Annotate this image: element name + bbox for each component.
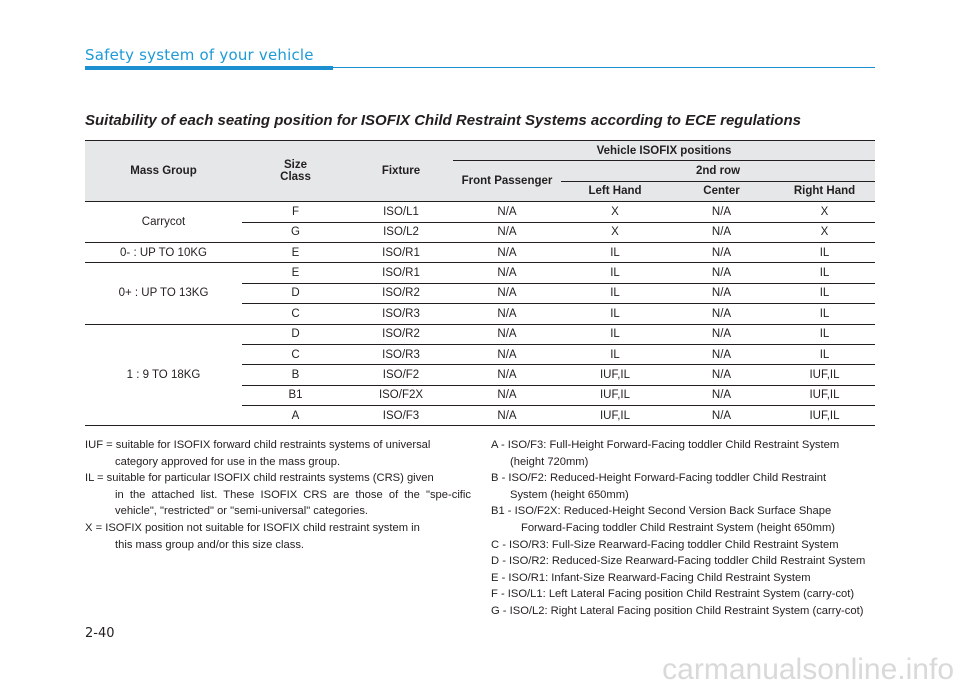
fixture-cell: ISO/L2 bbox=[349, 222, 453, 242]
left-hand-cell: X bbox=[561, 202, 669, 222]
center-cell: N/A bbox=[669, 222, 774, 242]
fixture-cell: ISO/R1 bbox=[349, 263, 453, 283]
note-iuf bbox=[85, 437, 471, 470]
right-hand-cell: IUF,IL bbox=[774, 406, 875, 426]
header-left-hand: Left Hand bbox=[561, 181, 669, 201]
section-title: Safety system of your vehicle bbox=[85, 46, 314, 64]
size-class-cell: D bbox=[242, 324, 349, 344]
front-passenger-cell: N/A bbox=[453, 222, 561, 242]
note-il-first: IL = suitable for particular ISOFIX child restraints systems (CRS) given bbox=[85, 472, 434, 485]
right-hand-cell: IL bbox=[774, 283, 875, 303]
header-rule bbox=[333, 67, 875, 68]
right-hand-cell: IL bbox=[774, 304, 875, 324]
left-hand-cell: X bbox=[561, 222, 669, 242]
front-passenger-cell: N/A bbox=[453, 202, 561, 222]
size-class-cell: E bbox=[242, 242, 349, 262]
size-class-cell: G bbox=[242, 222, 349, 242]
size-class-cell: B bbox=[242, 365, 349, 385]
fixture-cell: ISO/F3 bbox=[349, 406, 453, 426]
right-hand-cell: X bbox=[774, 222, 875, 242]
front-passenger-cell: N/A bbox=[453, 263, 561, 283]
note-class-g: G - ISO/L2: Right Lateral Facing position Child Restraint System (carry-cot) bbox=[491, 604, 864, 617]
note-class-b bbox=[491, 470, 876, 503]
left-hand-cell: IL bbox=[561, 242, 669, 262]
header-second-row: 2nd row bbox=[561, 161, 875, 181]
legend-notes bbox=[85, 437, 471, 553]
center-cell: N/A bbox=[669, 365, 774, 385]
header-accent-bar bbox=[85, 66, 333, 70]
watermark: carmanualsonline.info bbox=[662, 653, 954, 686]
center-cell: N/A bbox=[669, 263, 774, 283]
center-cell: N/A bbox=[669, 324, 774, 344]
size-class-cell: F bbox=[242, 202, 349, 222]
size-class-cell: E bbox=[242, 263, 349, 283]
fixture-cell: ISO/R3 bbox=[349, 344, 453, 364]
size-class-cell: D bbox=[242, 283, 349, 303]
mass-group-cell: 0- : UP TO 10KG bbox=[85, 242, 242, 262]
front-passenger-cell: N/A bbox=[453, 406, 561, 426]
fixture-cell: ISO/R3 bbox=[349, 304, 453, 324]
right-hand-cell: IL bbox=[774, 263, 875, 283]
front-passenger-cell: N/A bbox=[453, 344, 561, 364]
fixture-cell: ISO/F2 bbox=[349, 365, 453, 385]
note-class-a-first: A - ISO/F3: Full-Height Forward-Facing toddler Child Restraint System bbox=[491, 439, 840, 451]
header-size-class-line2: Class bbox=[280, 171, 311, 184]
center-cell: N/A bbox=[669, 385, 774, 405]
note-class-f: F - ISO/L1: Left Lateral Facing position Child Restraint System (carry-cot) bbox=[491, 588, 855, 601]
note-x-first: X = ISOFIX position not suitable for ISOFIX child restraint system in bbox=[85, 521, 420, 534]
header-mass-group: Mass Group bbox=[85, 141, 242, 202]
header-front-passenger: Front Passenger bbox=[453, 161, 561, 202]
left-hand-cell: IL bbox=[561, 263, 669, 283]
center-cell: N/A bbox=[669, 283, 774, 303]
size-class-notes bbox=[491, 437, 876, 620]
note-class-a-rest: (height 720mm) bbox=[510, 455, 589, 468]
note-il bbox=[85, 470, 471, 520]
header-fixture: Fixture bbox=[349, 141, 453, 202]
mass-group-cell: 1 : 9 TO 18KG bbox=[85, 324, 242, 426]
mass-group-cell: 0+ : UP TO 13KG bbox=[85, 263, 242, 324]
left-hand-cell: IL bbox=[561, 283, 669, 303]
front-passenger-cell: N/A bbox=[453, 304, 561, 324]
table-row bbox=[85, 202, 875, 222]
note-il-rest: in the attached list. These ISOFIX CRS are those of the "spe-cific vehicle", "restricted" or "semi-universal" categories. bbox=[115, 488, 471, 518]
fixture-cell: ISO/R1 bbox=[349, 242, 453, 262]
note-class-c: C - ISO/R3: Full-Size Rearward-Facing toddler Child Restraint System bbox=[491, 538, 839, 551]
note-x-rest: this mass group and/or this size class. bbox=[115, 538, 305, 551]
front-passenger-cell: N/A bbox=[453, 385, 561, 405]
fixture-cell: ISO/R2 bbox=[349, 283, 453, 303]
fixture-cell: ISO/L1 bbox=[349, 202, 453, 222]
mass-group-cell: Carrycot bbox=[85, 202, 242, 243]
right-hand-cell: X bbox=[774, 202, 875, 222]
note-x bbox=[85, 520, 471, 553]
note-class-b-first: B - ISO/F2: Reduced-Height Forward-Facing toddler Child Restraint bbox=[491, 472, 827, 485]
header-size-class bbox=[242, 141, 349, 202]
note-class-a bbox=[491, 437, 876, 470]
size-class-cell: B1 bbox=[242, 385, 349, 405]
table-row bbox=[85, 324, 875, 344]
note-iuf-rest: category approved for use in the mass group. bbox=[115, 455, 341, 468]
right-hand-cell: IL bbox=[774, 344, 875, 364]
center-cell: N/A bbox=[669, 304, 774, 324]
header-size-class-line1: Size bbox=[283, 159, 307, 172]
left-hand-cell: IL bbox=[561, 344, 669, 364]
right-hand-cell: IUF,IL bbox=[774, 385, 875, 405]
note-class-b-rest: System (height 650mm) bbox=[510, 488, 629, 501]
right-hand-cell: IUF,IL bbox=[774, 365, 875, 385]
header-center: Center bbox=[669, 181, 774, 201]
note-class-b1-first: B1 - ISO/F2X: Reduced-Height Second Version Back Surface Shape bbox=[491, 505, 832, 518]
right-hand-cell: IL bbox=[774, 242, 875, 262]
center-cell: N/A bbox=[669, 242, 774, 262]
table-row bbox=[85, 263, 875, 283]
note-class-e: E - ISO/R1: Infant-Size Rearward-Facing Child Restraint System bbox=[491, 571, 811, 584]
size-class-cell: C bbox=[242, 344, 349, 364]
isofix-suitability-table bbox=[85, 140, 875, 426]
page-title: Suitability of each seating position for ISOFIX Child Restraint Systems according to ECE regulations bbox=[85, 112, 801, 129]
note-class-d: D - ISO/R2: Reduced-Size Rearward-Facing toddler Child Restraint System bbox=[491, 555, 866, 568]
size-class-cell: C bbox=[242, 304, 349, 324]
note-class-b1-rest: Forward-Facing toddler Child Restraint System (height 650mm) bbox=[521, 521, 835, 534]
header-vehicle-positions: Vehicle ISOFIX positions bbox=[453, 141, 875, 161]
left-hand-cell: IUF,IL bbox=[561, 365, 669, 385]
page-number: 2-40 bbox=[85, 626, 115, 641]
fixture-cell: ISO/R2 bbox=[349, 324, 453, 344]
header-right-hand: Right Hand bbox=[774, 181, 875, 201]
front-passenger-cell: N/A bbox=[453, 242, 561, 262]
front-passenger-cell: N/A bbox=[453, 324, 561, 344]
center-cell: N/A bbox=[669, 406, 774, 426]
left-hand-cell: IUF,IL bbox=[561, 385, 669, 405]
center-cell: N/A bbox=[669, 344, 774, 364]
table-row bbox=[85, 242, 875, 262]
fixture-cell: ISO/F2X bbox=[349, 385, 453, 405]
note-iuf-first: IUF = suitable for ISOFIX forward child restraints systems of universal bbox=[85, 439, 431, 451]
center-cell: N/A bbox=[669, 202, 774, 222]
front-passenger-cell: N/A bbox=[453, 283, 561, 303]
left-hand-cell: IUF,IL bbox=[561, 406, 669, 426]
note-class-b1 bbox=[491, 503, 876, 536]
size-class-cell: A bbox=[242, 406, 349, 426]
left-hand-cell: IL bbox=[561, 324, 669, 344]
front-passenger-cell: N/A bbox=[453, 365, 561, 385]
left-hand-cell: IL bbox=[561, 304, 669, 324]
right-hand-cell: IL bbox=[774, 324, 875, 344]
